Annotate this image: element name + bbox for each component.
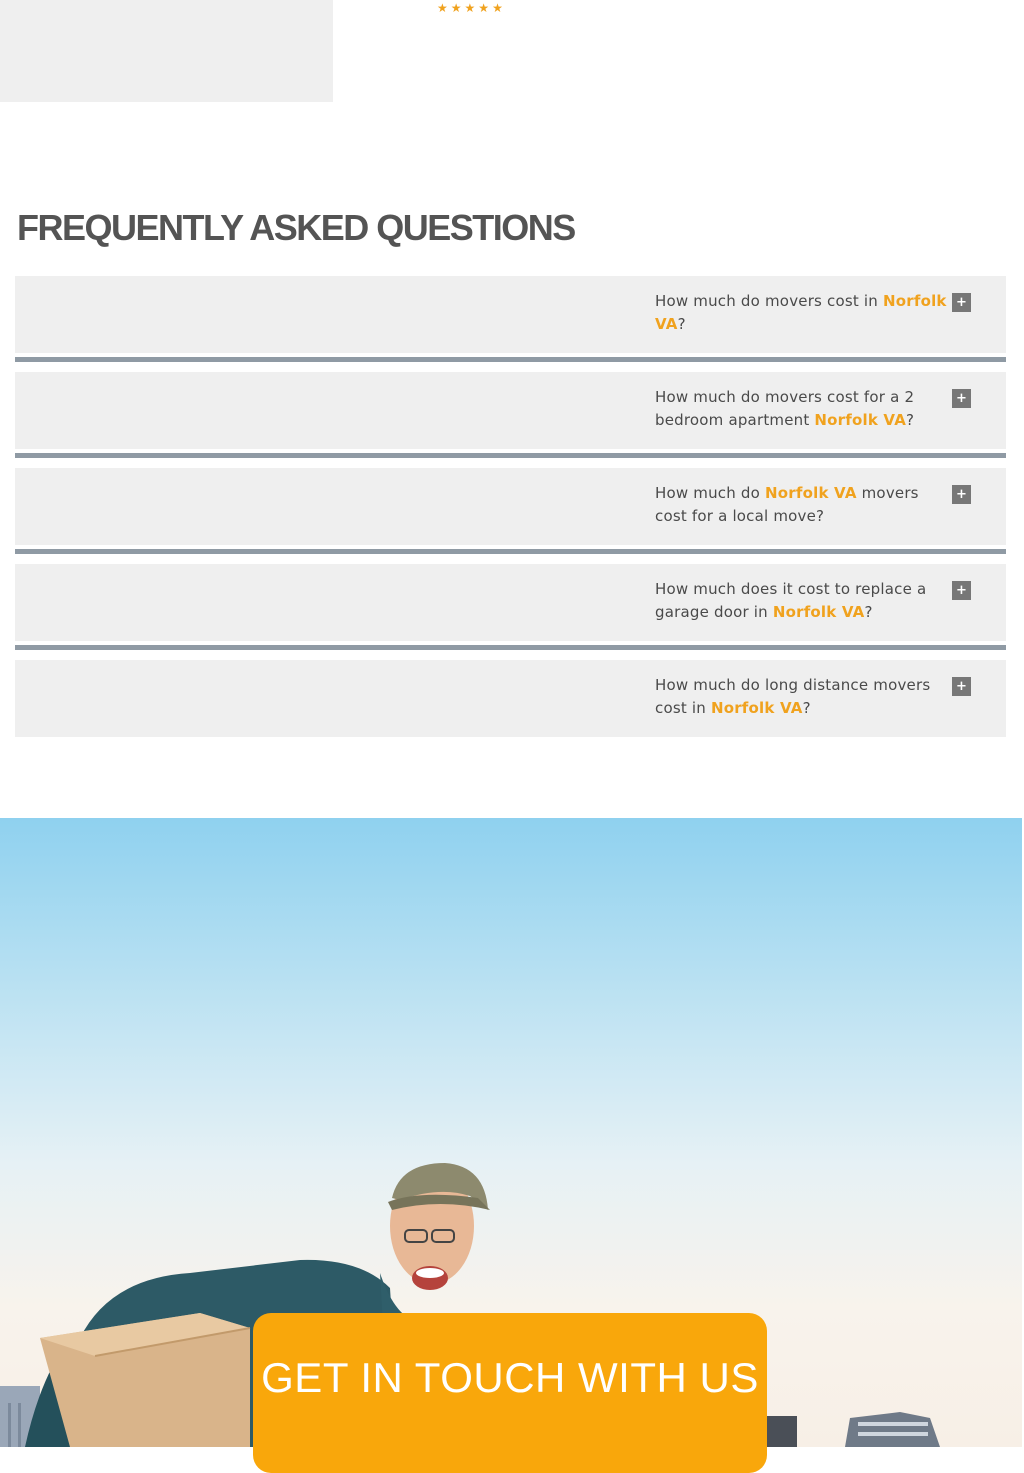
faq-item bbox=[15, 564, 1006, 650]
faq-item bbox=[15, 468, 1006, 554]
faq-question-location: Norfolk VA bbox=[655, 292, 947, 333]
faq-item bbox=[15, 276, 1006, 362]
faq-question-toggle[interactable] bbox=[15, 564, 1006, 641]
faq-divider bbox=[15, 645, 1006, 650]
faq-question-text-end: ? bbox=[864, 603, 873, 621]
faq-question-text: How much do movers cost in bbox=[655, 292, 883, 310]
faq-question bbox=[655, 674, 955, 720]
top-gray-panel bbox=[0, 0, 333, 102]
faq-question-text: How much do bbox=[655, 484, 766, 502]
faq-question-toggle[interactable] bbox=[15, 276, 1006, 353]
faq-question-text-end: ? bbox=[677, 315, 686, 333]
faq-divider bbox=[15, 357, 1006, 362]
faq-question-location: Norfolk VA bbox=[710, 699, 803, 717]
plus-icon[interactable]: + bbox=[952, 485, 971, 504]
faq-question-text: How much does it cost to replace a garage door in bbox=[655, 580, 927, 621]
faq-question bbox=[655, 482, 955, 528]
faq-question-location: Norfolk VA bbox=[765, 484, 857, 502]
star-rating bbox=[437, 0, 503, 16]
faq-list bbox=[15, 276, 1006, 737]
faq-question bbox=[655, 386, 955, 432]
faq-question-text-end: ? bbox=[906, 411, 915, 429]
plus-icon[interactable]: + bbox=[952, 293, 971, 312]
faq-item bbox=[15, 372, 1006, 458]
faq-divider bbox=[15, 549, 1006, 554]
plus-icon[interactable]: + bbox=[952, 677, 971, 696]
faq-question bbox=[655, 578, 955, 624]
get-in-touch-button[interactable] bbox=[253, 1313, 767, 1473]
star-icon: ★ bbox=[492, 1, 503, 15]
star-icon: ★ bbox=[450, 1, 462, 15]
faq-question-toggle[interactable] bbox=[15, 372, 1006, 449]
faq-question-text-end: ? bbox=[802, 699, 811, 717]
faq-question bbox=[655, 290, 955, 336]
faq-question-text: How much do long distance movers cost in bbox=[655, 676, 931, 717]
star-icon: ★ bbox=[437, 1, 448, 15]
star-icon: ★ bbox=[464, 1, 476, 15]
plus-icon[interactable]: + bbox=[952, 581, 971, 600]
faq-item bbox=[15, 660, 1006, 737]
plus-icon[interactable]: + bbox=[952, 389, 971, 408]
star-icon: ★ bbox=[478, 1, 490, 15]
faq-question-text-end: movers cost for a local move? bbox=[655, 484, 919, 525]
faq-question-toggle[interactable] bbox=[15, 660, 1006, 737]
faq-question-text: How much do movers cost for a 2 bedroom apartment bbox=[655, 388, 915, 429]
faq-divider bbox=[15, 453, 1006, 458]
faq-question-toggle[interactable] bbox=[15, 468, 1006, 545]
faq-heading: FREQUENTLY ASKED QUESTIONS bbox=[17, 207, 575, 248]
faq-question-location: Norfolk VA bbox=[772, 603, 865, 621]
get-in-touch-label: GET IN TOUCH WITH US bbox=[261, 1354, 759, 1401]
faq-question-location: Norfolk VA bbox=[814, 411, 907, 429]
